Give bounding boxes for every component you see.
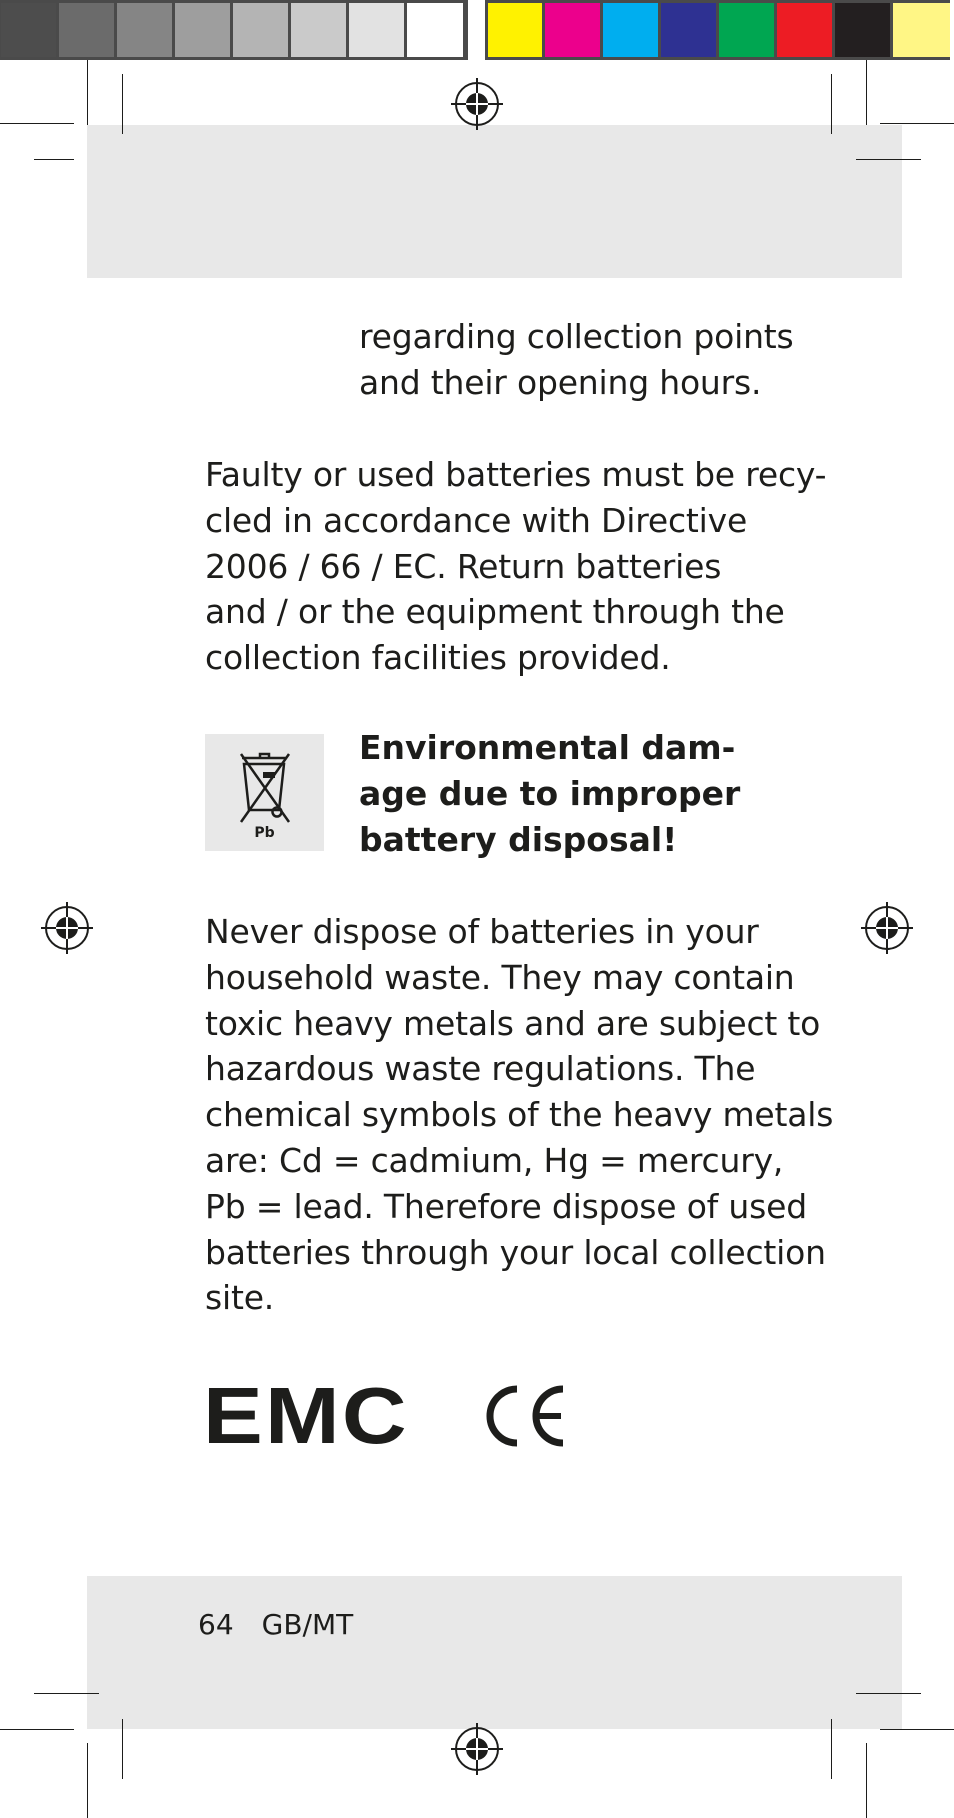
bin-icon-label: Pb bbox=[254, 825, 275, 841]
crop-mark bbox=[122, 1719, 123, 1779]
crop-mark bbox=[122, 74, 123, 134]
text-line: batteries through your local collection bbox=[205, 1232, 826, 1272]
text-line: Faulty or used batteries must be recy- bbox=[205, 455, 827, 494]
emc-mark: EMC bbox=[203, 1371, 409, 1460]
color-swatch bbox=[602, 0, 660, 60]
grey-swatch bbox=[116, 0, 174, 60]
header-panel bbox=[87, 125, 902, 278]
color-swatch bbox=[544, 0, 602, 60]
warning-heading bbox=[359, 725, 759, 863]
text-line: site. bbox=[205, 1278, 275, 1318]
color-swatch bbox=[485, 0, 544, 60]
crop-mark bbox=[0, 123, 74, 124]
crop-mark bbox=[34, 1693, 99, 1694]
grey-calibration-bar bbox=[0, 0, 468, 60]
registration-mark-icon bbox=[861, 902, 913, 954]
text-line: Pb = lead. Therefore dispose of used bbox=[205, 1186, 807, 1226]
color-swatch bbox=[718, 0, 776, 60]
recycling-paragraph bbox=[205, 452, 826, 681]
heading-line: battery disposal! bbox=[359, 820, 678, 859]
text-line: Never dispose of batteries in your bbox=[205, 912, 759, 951]
crop-mark bbox=[856, 159, 921, 160]
grey-swatch bbox=[348, 0, 406, 60]
disposal-paragraph bbox=[205, 909, 833, 1321]
heading-line: Environmental dam- bbox=[359, 728, 736, 767]
ce-mark-icon bbox=[483, 1385, 567, 1447]
grey-swatch bbox=[290, 0, 348, 60]
crop-mark bbox=[866, 1743, 867, 1818]
text-line: regarding collection points bbox=[359, 317, 794, 356]
registration-mark-icon bbox=[41, 902, 93, 954]
crop-mark bbox=[856, 1693, 921, 1694]
color-swatch bbox=[834, 0, 892, 60]
color-swatch bbox=[660, 0, 718, 60]
conformity-marks bbox=[203, 1371, 567, 1460]
registration-mark-icon bbox=[451, 78, 503, 130]
text-line: and / or the equipment through the bbox=[205, 592, 785, 632]
text-line: cled in accordance with Directive bbox=[205, 500, 748, 540]
crossed-bin-icon-box bbox=[205, 734, 324, 851]
color-swatch bbox=[776, 0, 834, 60]
footer-panel bbox=[87, 1576, 902, 1729]
registration-mark-icon bbox=[451, 1723, 503, 1775]
text-line: are: Cd = cadmium, Hg = mercury, bbox=[205, 1140, 784, 1180]
text-line: 2006 / 66 / EC. Return batteries bbox=[205, 546, 722, 586]
heading-line: age due to improper bbox=[359, 774, 741, 813]
crop-mark bbox=[87, 1743, 88, 1818]
color-calibration-bar bbox=[485, 0, 950, 60]
text-line: toxic heavy metals and are subject to bbox=[205, 1003, 821, 1043]
crop-mark bbox=[0, 1729, 74, 1730]
crop-mark bbox=[831, 1719, 832, 1779]
crop-mark bbox=[880, 1729, 954, 1730]
crop-mark bbox=[831, 74, 832, 134]
crop-mark bbox=[880, 123, 954, 124]
color-swatch bbox=[892, 0, 950, 60]
grey-swatch bbox=[174, 0, 232, 60]
text-line: hazardous waste regulations. The bbox=[205, 1049, 756, 1089]
crop-mark bbox=[87, 60, 88, 125]
grey-swatch bbox=[0, 0, 58, 60]
page-footer bbox=[198, 1608, 381, 1641]
crop-mark bbox=[866, 60, 867, 125]
language-code: GB/MT bbox=[261, 1608, 354, 1641]
continuation-paragraph bbox=[359, 314, 794, 406]
grey-swatch bbox=[232, 0, 290, 60]
text-line: and their opening hours. bbox=[359, 362, 762, 402]
crop-mark bbox=[34, 159, 74, 160]
text-line: household waste. They may contain bbox=[205, 957, 795, 997]
grey-swatch bbox=[406, 0, 468, 60]
page-number: 64 bbox=[198, 1608, 234, 1641]
text-line: chemical symbols of the heavy metals bbox=[205, 1095, 834, 1135]
grey-swatch bbox=[58, 0, 116, 60]
text-line: collection facilities provided. bbox=[205, 638, 671, 678]
